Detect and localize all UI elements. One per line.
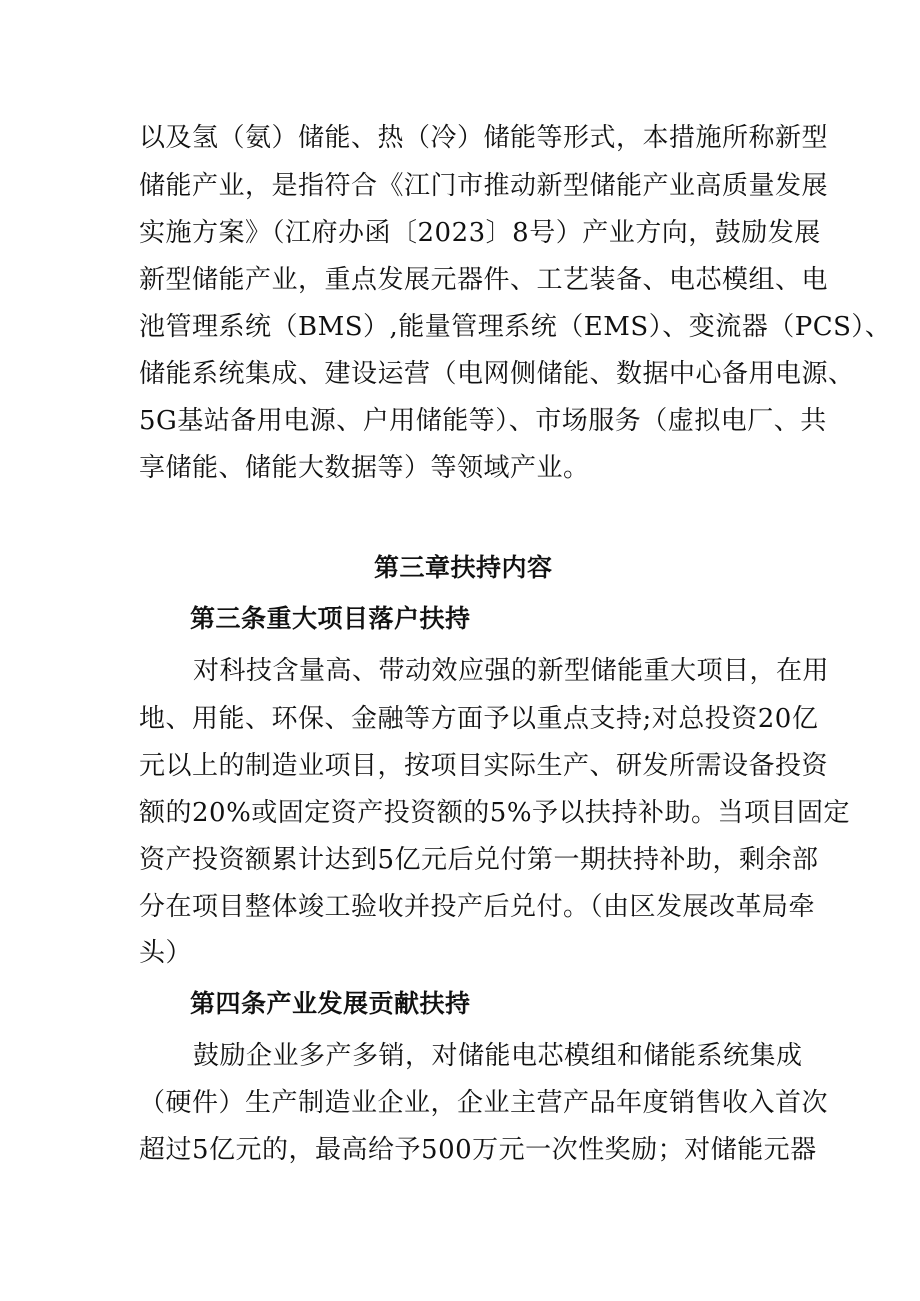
paragraph-line: 储能系统集成、建设运营（电网侧储能、数据中心备用电源、 xyxy=(139,359,855,389)
paragraph-line: 鼓励企业多产多销，对储能电芯模组和储能系统集成 xyxy=(193,1041,803,1071)
paragraph-line: 池管理系统（BMS）,能量管理系统（EMS）、变流器（PCS）、 xyxy=(139,312,892,342)
paragraph-line: 以及氢（氨）储能、热（冷）储能等形式，本措施所称新型 xyxy=(139,123,829,153)
paragraph-line: 储能产业，是指符合《江门市推动新型储能产业高质量发展 xyxy=(139,171,829,201)
paragraph-line: 超过5亿元的，最高给予500万元一次性奖励；对储能元器 xyxy=(139,1135,817,1165)
paragraph-line: 新型储能产业，重点发展元器件、工艺装备、电芯模组、电 xyxy=(139,265,829,295)
paragraph-line: 头） xyxy=(139,938,193,968)
paragraph-line: 元以上的制造业项目，按项目实际生产、研发所需设备投资 xyxy=(139,751,829,781)
chapter-title: 第三章扶持内容 xyxy=(374,553,553,582)
paragraph-line: （硬件）生产制造业企业，企业主营产品年度销售收入首次 xyxy=(139,1088,829,1118)
paragraph-line: 资产投资额累计达到5亿元后兑付第一期扶持补助，剩余部 xyxy=(139,845,819,875)
paragraph-line: 对科技含量高、带动效应强的新型储能重大项目，在用 xyxy=(193,656,830,686)
paragraph-line: 额的20%或固定资产投资额的5%予以扶持补助。当项目固定 xyxy=(139,798,851,828)
article-title: 第四条产业发展贡献扶持 xyxy=(190,989,471,1018)
paragraph-line: 地、用能、环保、金融等方面予以重点支持;对总投资20亿 xyxy=(139,704,819,734)
paragraph-line: 实施方案》（江府办函〔2023〕8号）产业方向，鼓励发展 xyxy=(139,218,821,248)
paragraph-line: 享储能、储能大数据等）等领域产业。 xyxy=(139,453,590,483)
article-title: 第三条重大项目落户扶持 xyxy=(190,604,471,633)
paragraph-line: 分在项目整体竣工验收并投产后兑付。（由区发展改革局牵 xyxy=(139,892,816,922)
paragraph-line: 5G基站备用电源、户用储能等）、市场服务（虚拟电厂、共 xyxy=(139,406,827,436)
